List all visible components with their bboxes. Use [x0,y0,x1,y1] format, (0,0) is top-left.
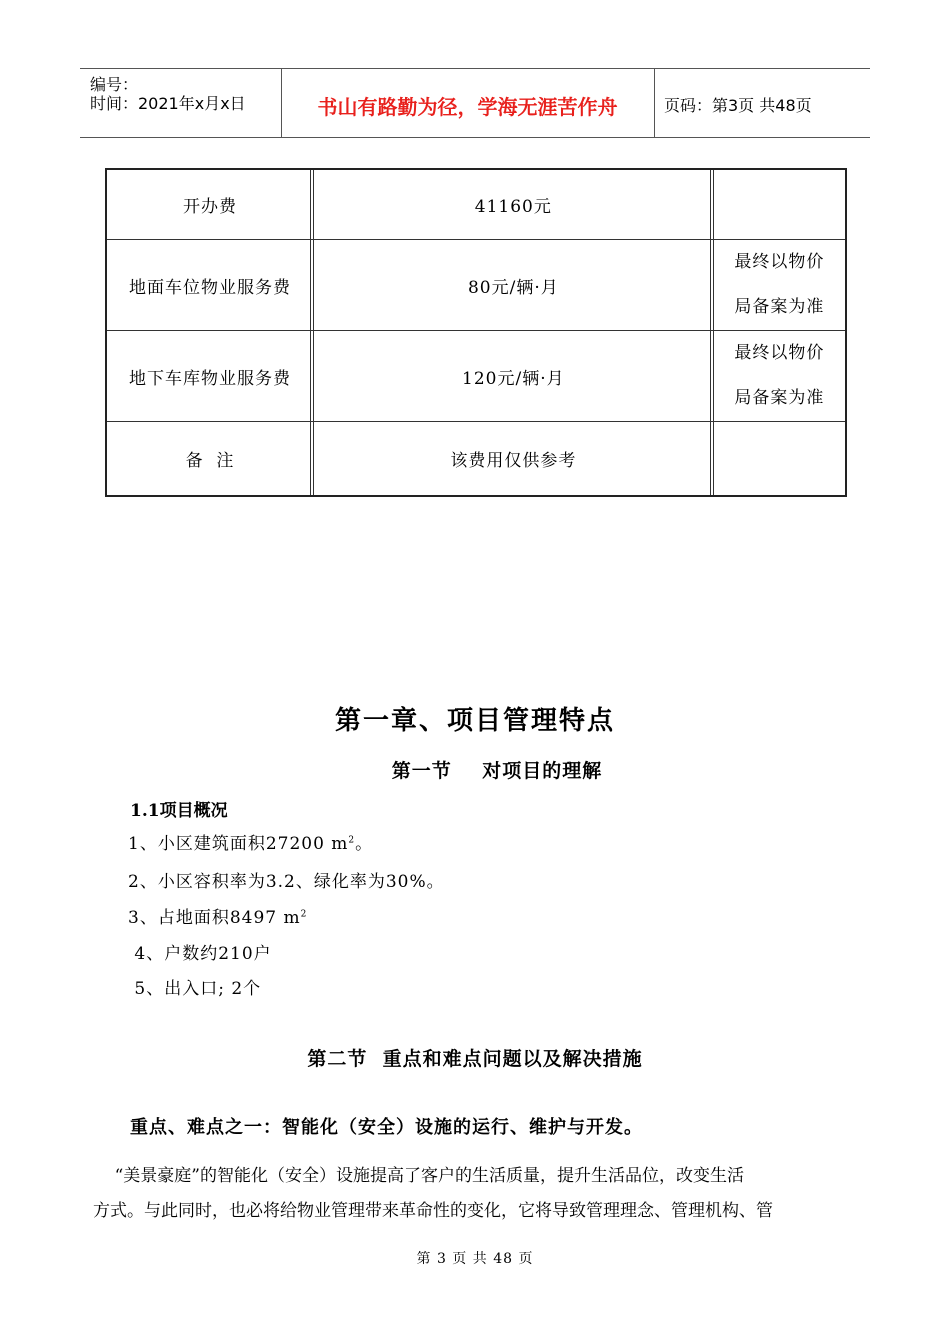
fee-item-cell: 开办费 [107,170,314,240]
paragraph-line: “美景豪庭”的智能化（安全）设施提高了客户的生活质量，提升生活品位，改变生活 [93,1166,744,1186]
fee-amount-cell: 120元/辆·月 [314,331,714,422]
overview-item-text: 3、占地面积8497 m [128,908,301,928]
fee-item-cell: 备 注 [107,422,314,495]
overview-item-tail: 。 [355,834,374,854]
fee-amount-cell: 80元/辆·月 [314,240,714,331]
fee-item-cell: 地下车库物业服务费 [107,331,314,422]
section-title: 第一节 对项目的理解 [391,760,603,782]
overview-item-text: 2、小区容积率为3.2、绿化率为30%。 [128,872,445,892]
note-line: 最终以物价 [734,343,825,363]
fee-note-cell [714,422,845,495]
overview-item [128,974,261,999]
note-line: 最终以物价 [734,252,825,272]
superscript: 2 [300,909,308,920]
fee-amount-cell: 41160元 [314,170,714,240]
fee-note-cell [714,170,845,240]
paragraph-line: 方式。与此同时，也必将给物业管理带来革命性的变化，它将导致管理理念、管理机构、管 [93,1201,773,1221]
chapter-title: 第一章、项目管理特点 [334,706,615,736]
overview-item [128,903,307,928]
overview-item-text: 1、小区建筑面积27200 m [128,834,349,854]
table-row [107,422,845,495]
key-point-heading: 重点、难点之一：智能化（安全）设施的运行、维护与开发。 [130,1117,643,1138]
header-number-label: 编号： [90,75,139,94]
table-row [107,170,845,240]
subsection-title: 1.1项目概况 [130,801,228,821]
fee-note-cell [714,240,845,331]
section-title: 第二节 重点和难点问题以及解决措施 [307,1048,643,1070]
header-divider [654,69,655,137]
fee-amount-cell: 该费用仅供参考 [314,422,714,495]
page-header [80,68,870,138]
superscript: 2 [348,835,356,846]
table-row [107,331,845,422]
header-time-label: 时间：2021年x月x日 [90,94,246,113]
fee-note-cell [714,331,845,422]
overview-item [128,939,272,964]
note-line: 局备案为准 [734,388,825,408]
header-page-info: 页码：第3页 共48页 [664,96,812,115]
overview-item-text: 4、户数约210户 [128,944,272,964]
fee-table [105,168,847,497]
note-line: 局备案为准 [734,297,825,317]
overview-item-text: 5、出入口; 2个 [128,979,262,999]
fee-item-cell: 地面车位物业服务费 [107,240,314,331]
overview-item [128,867,445,892]
overview-item [128,829,373,854]
table-row [107,240,845,331]
header-motto: 书山有路勤为径，学海无涯苦作舟 [317,95,618,119]
page-footer: 第 3 页 共 48 页 [416,1251,534,1267]
